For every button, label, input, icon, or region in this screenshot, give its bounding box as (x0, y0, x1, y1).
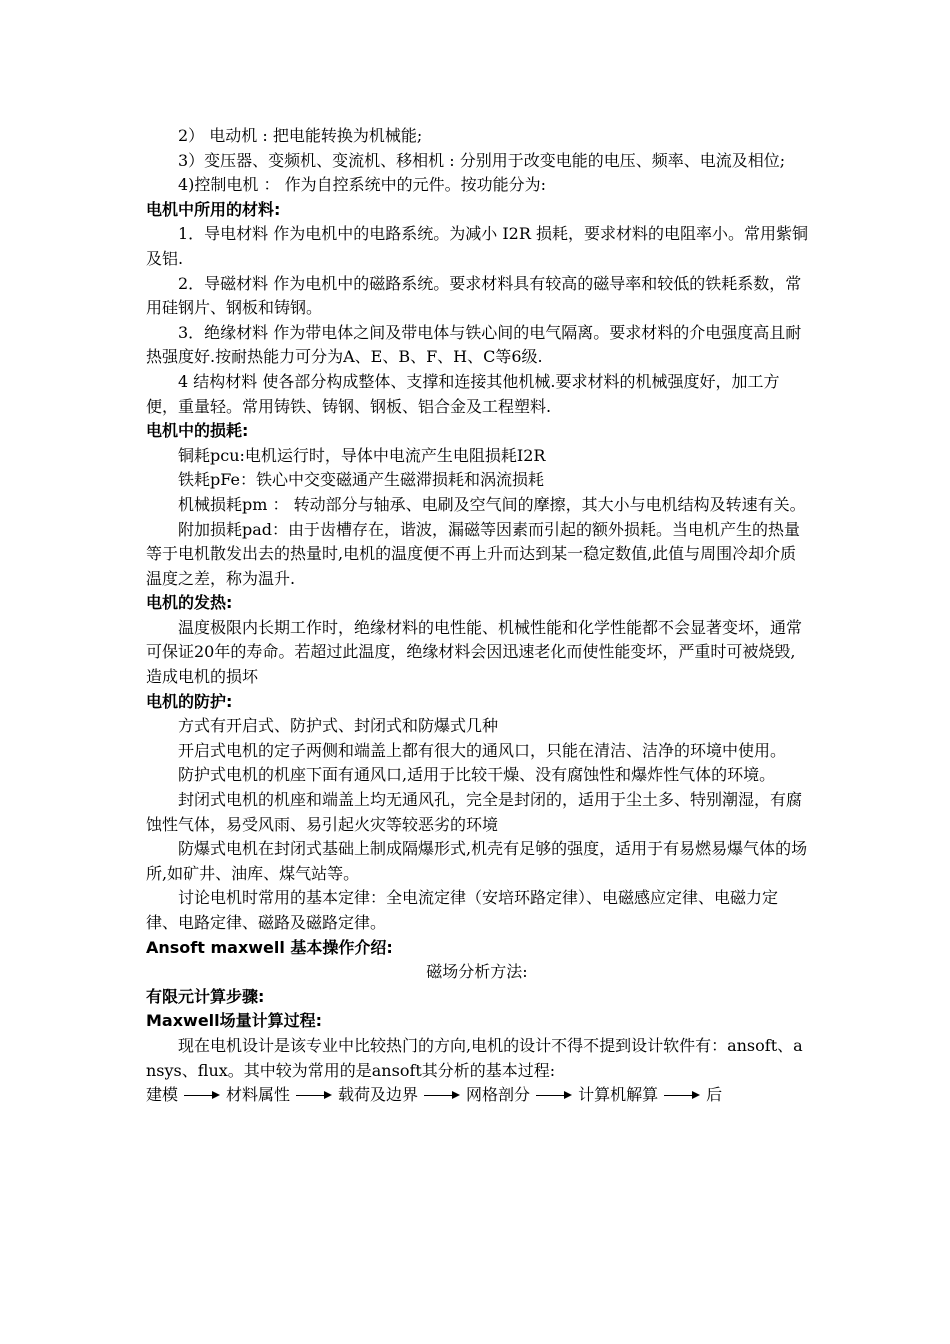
heading-materials: 电机中所用的材料: (146, 199, 281, 219)
flow-step-modeling: 建模 (146, 1085, 179, 1105)
flow-step-loads-boundaries: 载荷及边界 (338, 1085, 419, 1105)
paragraph-protected-motor: 防护式电机的机座下面有通风口,适用于比较干燥、没有腐蚀性和爆炸性气体的环境。 (178, 765, 776, 785)
paragraph-enclosed-motor: 封闭式电机的机座和端盖上均无通风孔，完全是封闭的，适用于尘土多、特别潮湿，有腐蚀性气体，易受风雨、易引起火灾等较恶劣的环境 (146, 790, 803, 834)
document-page (146, 124, 808, 1108)
paragraph-conductive-material: 1．导电材料 作为电机中的电路系统。为减小 I2R 损耗，要求材料的电阻率小。常用紫铜及铝. (146, 224, 808, 268)
paragraph-insulating-material: 3．绝缘材料 作为带电体之间及带电体与铁心间的电气隔离。要求材料的介电强度高且耐热强度好.按耐热能力可分为A、E、B、F、H、C等6级. (146, 322, 802, 367)
arrow-right-icon (536, 1091, 572, 1099)
paragraph-magnetic-material: 2．导磁材料 作为电机中的磁路系统。要求材料具有较高的磁导率和较低的铁耗系数，常用硅钢片、钢板和铸钢。 (146, 273, 802, 318)
paragraph-structural-material: 4 结构材料 使各部分构成整体、支撑和连接其他机械.要求材料的机械强度好，加工方便，重量轻。常用铸铁、铸钢、钢板、铝合金及工程塑料. (146, 371, 780, 416)
paragraph-transformer: 3）变压器、变频机、变流机、移相机 : 分别用于改变电能的电压、频率、电流及相位; (178, 150, 786, 170)
arrow-right-icon (424, 1091, 460, 1099)
flow-step-material-properties: 材料属性 (226, 1085, 291, 1105)
arrow-right-icon (184, 1091, 220, 1099)
flow-step-post: 后 (706, 1085, 723, 1105)
paragraph-temperature-limit: 温度极限内长期工作时，绝缘材料的电性能、机械性能和化学性能都不会显著变坏，通常可保证20年的寿命。若超过此温度，绝缘材料会因迅速老化而使性能变坏，严重时可被烧毁,造成电机的损坏 (146, 617, 803, 687)
paragraph-field-analysis: 磁场分析方法: (426, 962, 528, 982)
paragraph-design-software: 现在电机设计是该专业中比较热门的方向,电机的设计不得不提到设计软件有：ansoft、ansys、flux。其中较为常用的是ansoft其分析的基本过程: (146, 1035, 803, 1080)
paragraph-basic-laws: 讨论电机时常用的基本定律：全电流定律（安培环路定律）、电磁感应定律、电磁力定律、电路定律、磁路及磁路定律。 (146, 888, 779, 932)
arrow-right-icon (296, 1091, 332, 1099)
heading-protection: 电机的防护: (146, 691, 233, 711)
paragraph-explosion-proof-motor: 防爆式电机在封闭式基础上制成隔爆形式,机壳有足够的强度，适用于有易燃易爆气体的场所,如矿井、油库、煤气站等。 (146, 839, 808, 883)
paragraph-copper-loss: 铜耗pcu:电机运行时，导体中电流产生电阻损耗I2R (178, 445, 546, 465)
flow-step-meshing: 网格剖分 (466, 1085, 531, 1105)
paragraph-motor: 2） 电动机 : 把电能转换为机械能; (178, 126, 423, 145)
heading-losses: 电机中的损耗: (146, 421, 249, 441)
paragraph-open-motor: 开启式电机的定子两侧和端盖上都有很大的通风口，只能在清洁、洁净的环境中使用。 (178, 740, 787, 760)
heading-ansoft: Ansoft maxwell 基本操作介绍: (146, 937, 393, 957)
heading-fem-steps: 有限元计算步骤: (146, 986, 265, 1006)
paragraph-protection-types: 方式有开启式、防护式、封闭式和防爆式几种 (178, 716, 499, 736)
paragraph-iron-loss: 铁耗pFe：铁心中交变磁通产生磁滞损耗和涡流损耗 (178, 470, 544, 490)
paragraph-control-motor: 4)控制电机 ： 作为自控系统中的元件。按功能分为: (178, 175, 546, 195)
flow-step-solving: 计算机解算 (578, 1085, 659, 1105)
paragraph-mechanical-loss: 机械损耗pm ： 转动部分与轴承、电刷及空气间的摩擦，其大小与电机结构及转速有关。 (178, 494, 806, 514)
heading-heating: 电机的发热: (146, 593, 233, 613)
paragraph-additional-loss: 附加损耗pad：由于齿槽存在，谐波，漏磁等因素而引起的额外损耗。当电机产生的热量等于电机散发出去的热量时,电机的温度便不再上升而达到某一稳定数值,此值与周围冷却介质温度之差，称为温升. (146, 519, 801, 588)
heading-maxwell-process: Maxwell场量计算过程: (146, 1011, 323, 1031)
arrow-right-icon (664, 1091, 700, 1099)
process-flow (146, 1083, 808, 1108)
